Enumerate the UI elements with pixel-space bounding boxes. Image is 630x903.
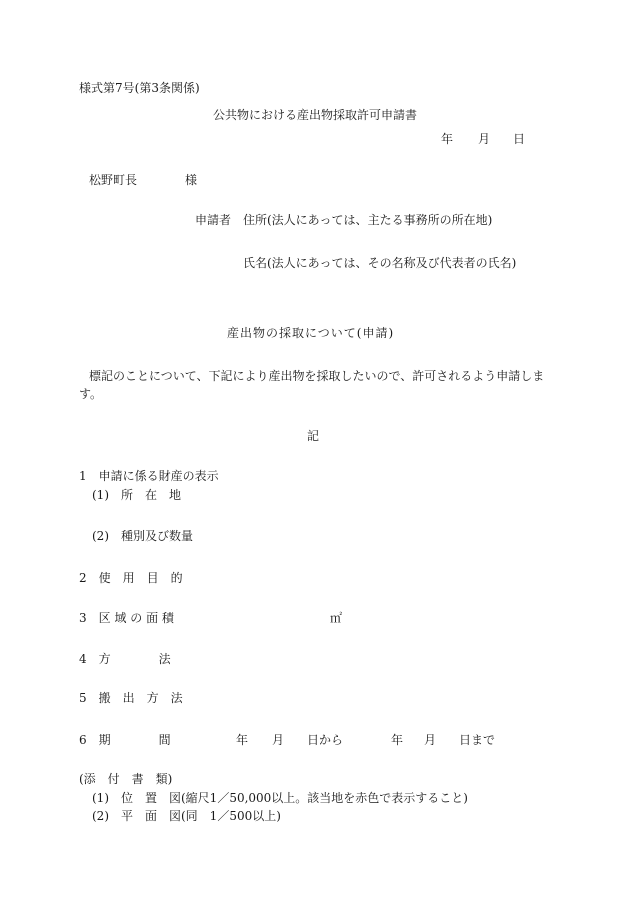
addressee-name: 松野町長 xyxy=(89,173,138,187)
item-6-year-to: 年 xyxy=(391,733,404,747)
addressee-suffix: 様 xyxy=(185,173,198,187)
item-1: 1 申請に係る財産の表示 xyxy=(79,469,219,483)
applicant-label: 申請者 xyxy=(195,213,232,227)
item-6: 6 期 間 xyxy=(79,733,171,747)
applicant-address-label: 住所(法人にあっては、主たる事務所の所在地) xyxy=(243,213,493,227)
body-text-line1: 標記のことについて、下記により産出物を採取したいので、許可されるよう申請しま xyxy=(89,369,545,383)
item-6-year-from: 年 xyxy=(236,733,249,747)
applicant-name-label: 氏名(法人にあっては、その名称及び代表者の氏名) xyxy=(243,256,517,270)
item-6-day-from: 日から xyxy=(307,733,344,747)
item-4: 4 方 法 xyxy=(79,652,171,666)
item-1-2: (2) 種別及び数量 xyxy=(92,529,193,543)
note-heading: 記 xyxy=(307,429,320,443)
item-3: 3 区 域 の 面 積 xyxy=(79,611,174,625)
item-6-month-to: 月 xyxy=(424,733,437,747)
item-6-day-to: 日まで xyxy=(459,733,496,747)
attachment-2: (2) 平 面 図(同 1／500以上) xyxy=(92,809,281,823)
item-5: 5 搬 出 方 法 xyxy=(79,691,183,705)
body-text-line2: す。 xyxy=(79,387,103,401)
form-title: 公共物における産出物採取許可申請書 xyxy=(213,108,418,122)
item-2: 2 使 用 目 的 xyxy=(79,571,183,585)
date-day: 日 xyxy=(513,132,526,146)
item-1-1: (1) 所 在 地 xyxy=(92,488,181,502)
subject-heading: 産出物の採取について(申請) xyxy=(227,326,395,340)
date-month: 月 xyxy=(478,132,491,146)
item-6-month-from: 月 xyxy=(272,733,285,747)
attachments-heading: (添 付 書 類) xyxy=(79,772,173,786)
attachment-1: (1) 位 置 図(縮尺1／50,000以上。該当地を赤色で表示すること) xyxy=(92,791,468,805)
form-number: 様式第7号(第3条関係) xyxy=(79,81,200,95)
date-year: 年 xyxy=(441,132,454,146)
item-3-unit: ㎡ xyxy=(330,611,343,625)
